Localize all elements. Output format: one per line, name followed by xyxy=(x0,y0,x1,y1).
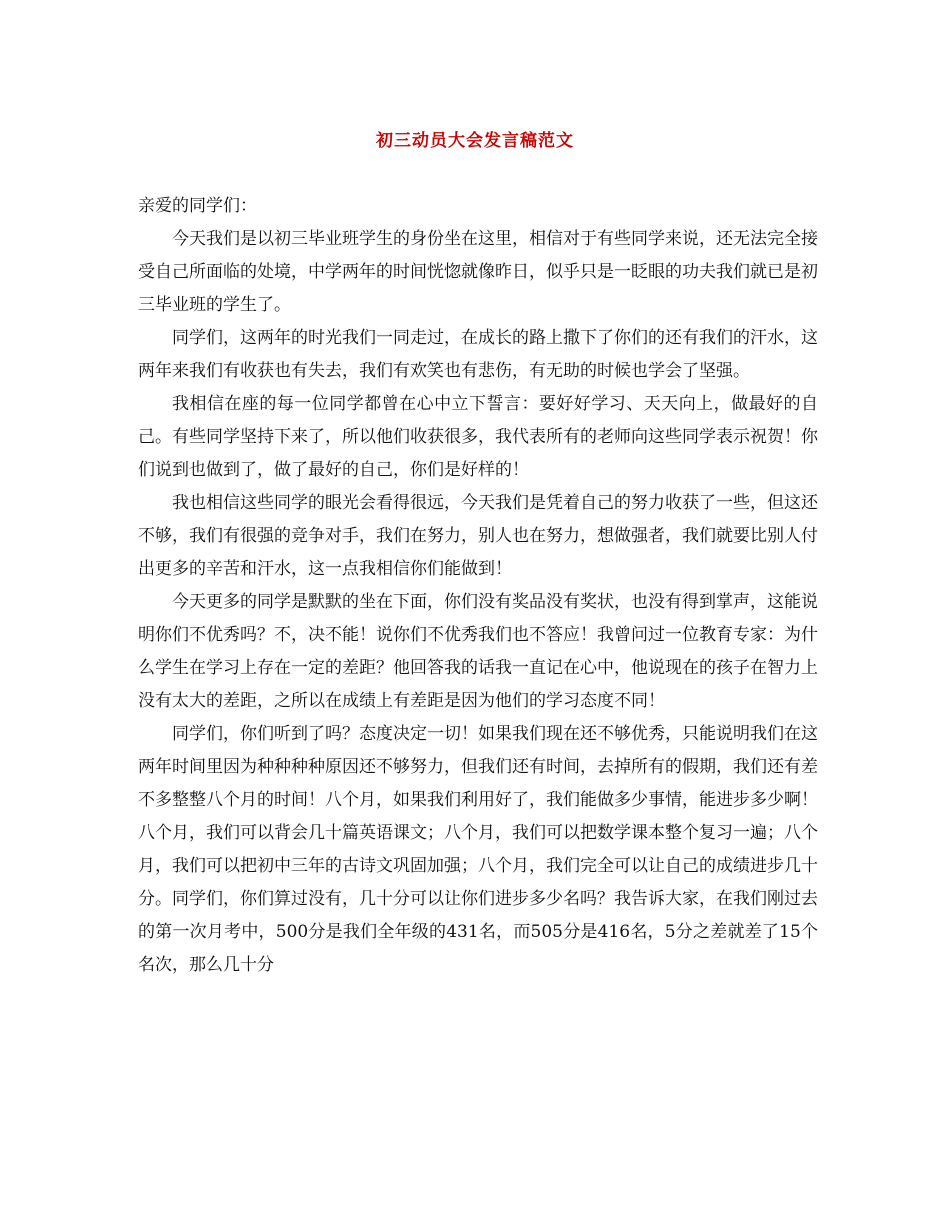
paragraph-4: 我也相信这些同学的眼光会看得很远，今天我们是凭着自己的努力收获了一些，但这还不够，我们有很强的竞争对手，我们在努力，别人也在努力，想做强者，我们就要比别人付出更多的辛苦和汗水，这一点我相信你们能做到！ xyxy=(138,493,818,579)
paragraph-1: 今天我们是以初三毕业班学生的身份坐在这里，相信对于有些同学来说，还无法完全接受自己所面临的处境，中学两年的时间恍惚就像昨日，似乎只是一眨眼的功夫我们就已是初三毕业班的学生了。 xyxy=(138,229,818,315)
paragraph-5: 今天更多的同学是默默的坐在下面，你们没有奖品没有奖状，也没有得到掌声，这能说明你们不优秀吗？不，决不能！说你们不优秀我们也不答应！我曾问过一位教育专家：为什么学生在学习上存在一定的差距？他回答我的话我一直记在心中，他说现在的孩子在智力上没有太大的差距，之所以在成绩上有差距是因为他们的学习态度不同！ xyxy=(138,592,818,711)
paragraph-2: 同学们，这两年的时光我们一同走过，在成长的路上撒下了你们的还有我们的汗水，这两年来我们有收获也有失去，我们有欢笑也有悲伤，有无助的时候也学会了坚强。 xyxy=(138,328,818,381)
paragraph-6: 同学们，你们听到了吗？态度决定一切！如果我们现在还不够优秀，只能说明我们在这两年时间里因为种种种种原因还不够努力，但我们还有时间，去掉所有的假期，我们还有差不多整整八个月的时间！八个月，如果我们利用好了，我们能做多少事情，能进步多少啊！八个月，我们可以背会几十篇英语课文；八个月，我们可以把数学课本整个复习一遍；八个月，我们可以把初中三年的古诗文巩固加强；八个月，我们完全可以让自己的成绩进步几十分。同学们，你们算过没有，几十分可以让你们进步多少名吗？我告诉大家，在我们刚过去的第一次月考中，500分是我们全年级的431名，而505分是416名，5分之差就差了15个名次，那么几十分 xyxy=(138,724,818,975)
document-title: 初三动员大会发言稿范文 xyxy=(376,131,574,151)
document-body xyxy=(138,190,818,982)
paragraph-3: 我相信在座的每一位同学都曾在心中立下誓言：要好好学习、天天向上，做最好的自己。有些同学坚持下来了，所以他们收获很多，我代表所有的老师向这些同学表示祝贺！你们说到也做到了，做了最好的自己，你们是好样的！ xyxy=(138,394,818,480)
greeting-line: 亲爱的同学们： xyxy=(138,196,257,216)
